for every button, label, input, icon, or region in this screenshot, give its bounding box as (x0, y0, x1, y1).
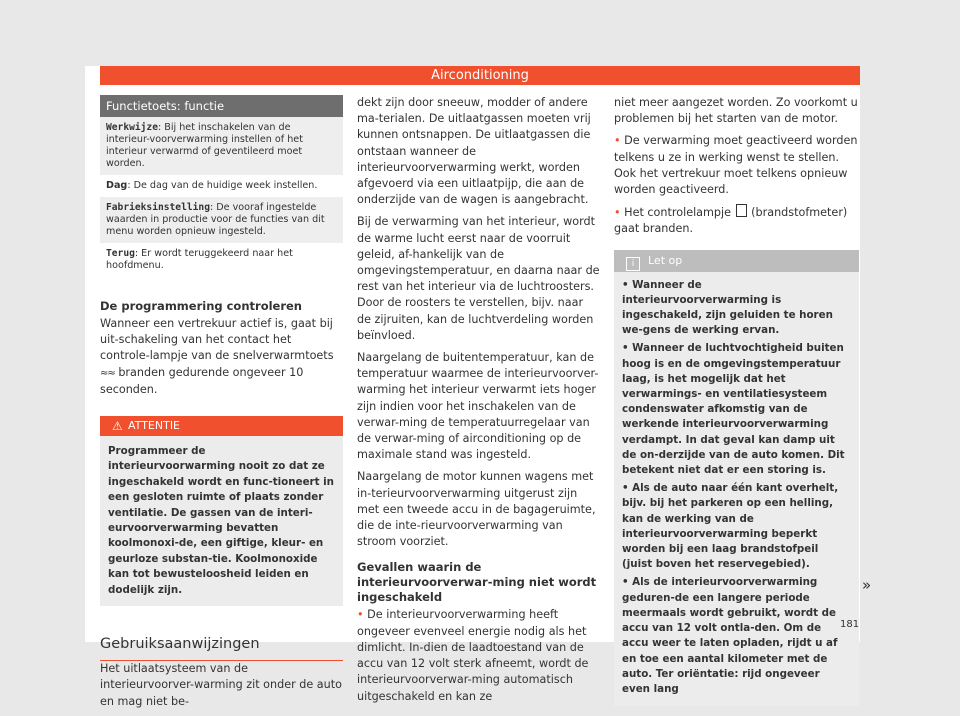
row-key: Terug (106, 248, 135, 259)
warning-box (100, 416, 343, 606)
row-text: : De dag van de huidige week instellen. (127, 180, 318, 191)
paragraph-text: branden gedurende ongeveer 10 seconden. (100, 365, 304, 396)
bullet-item (614, 133, 859, 198)
row-key: Dag (106, 180, 128, 191)
note-body (614, 272, 859, 706)
row-key: Fabrieksinstelling (106, 202, 210, 213)
paragraph-text: Wanneer een vertrekuur actief is, gaat bij uit-schakeling van het contact het controle-lampje van de snelverwarmtoets (100, 317, 334, 363)
row-text: : De vooraf ingestelde waarden in productie voor de functies van dit menu worden opnieuw ingesteld. (106, 202, 325, 237)
column-2 (357, 95, 600, 711)
section-title: Gebruiksaanwijzingen (100, 636, 343, 661)
note-label: Let op (648, 253, 683, 267)
bullet-icon: • (614, 134, 621, 148)
bullet-text: De interieurvoorverwarming heeft ongeveer evenveel energie nodig als het dimlicht. In-dien de laadtoestand van de accu van 12 volt sterk afneemt, wordt de interieurvoorverwar-ming automatisch uitgeschakeld en kan ze (357, 608, 589, 703)
warning-triangle-icon: ⚠ (112, 419, 123, 434)
note-header (614, 250, 859, 272)
paragraph (100, 316, 343, 398)
fuel-gauge-icon (736, 204, 747, 217)
paragraph: Naargelang de motor kunnen wagens met in-terieurvoorverwarming uitgerust zijn met een tweede accu in de bagageruimte, die de inte-rieurvoorverwarming van stroom voorziet. (357, 470, 596, 549)
heater-icon: ≈≈ (100, 367, 115, 379)
row-key: Werkwijze (106, 122, 158, 133)
note-item: • Als de auto naar één kant overhelt, bijv. bij het parkeren op een helling, kan de werking van de interieurvoorverwarming beperkt worden bij een laag brandstofpeil (juist boven het reservegebied). (622, 482, 839, 571)
note-item: • Als de interieurvoorverwarming geduren-de een langere periode meermaals wordt gebruikt, wordt de accu van 12 volt ontla-den. Om de accu weer te laten opladen, rijdt u af en toe een aantal kilometer met de auto. Ter oriëntatie: rijd ongeveer even lang (622, 576, 838, 695)
table-title: Functietoets: functie (100, 95, 343, 117)
chapter-header: Airconditioning (100, 66, 860, 85)
section-heading: Gevallen waarin de interieurvoorverwar-ming niet wordt ingeschakeld (357, 560, 597, 605)
bullet-text: Het controlelampje (624, 206, 732, 220)
bullet-icon: • (614, 206, 621, 220)
bullet-icon: • (357, 608, 364, 622)
paragraph: Naargelang de buitentemperatuur, kan de temperatuur waarmee de interieurvoorver-warming het interieur verwarmt iets hoger zijn indien voor het inschakelen van de verwar-ming de temperatuurregelaar van de verwar-ming of airconditioning op de maximale stand was ingesteld. (357, 351, 599, 462)
warning-label: ATTENTIE (128, 419, 181, 433)
note-box (614, 250, 859, 706)
table-row (100, 197, 343, 243)
section-heading: De programmering controleren (100, 299, 302, 313)
note-item-text: Als de interieurvoorverwarming geduren-de een langere periode meermaals wordt gebruikt, wordt de accu van 12 volt ontla-den. Om de accu weer te laten opladen, rijdt u af en toe een aantal kilometer met de auto. Ter oriëntatie: rijd ongeveer even lang (622, 576, 838, 695)
row-text: : Er wordt teruggekeerd naar het hoofdmenu. (106, 248, 293, 271)
table-row (100, 117, 343, 175)
column-1 (100, 95, 343, 716)
warning-header (100, 416, 343, 436)
note-item: • Wanneer de luchtvochtigheid buiten hoog is en de omgevingstemperatuur laag, is het mogelijk dat het verwarmings- en ventilatiesysteem condenswater afkomstig van de werkende interieurvoorverwarming verdampt. In dat geval kan damp uit de on-derzijde van de auto komen. Dit betekent niet dat er een storing is. (622, 342, 845, 477)
bullet-text: (brandstofmeter) gaat branden. (614, 206, 848, 236)
bullet-text: De verwarming moet geactiveerd worden telkens u ze in werking wenst te stellen. Ook het vertrekuur moet telkens opnieuw worden geactiveerd. (614, 134, 858, 197)
paragraph: Het uitlaatsysteem van de interieurvoorver-warming zit onder de auto en mag niet be- (100, 662, 342, 708)
note-item-text: Wanneer de interieurvoorverwarming is ingeschakeld, zijn geluiden te horen we-gens de werking ervan. (622, 278, 833, 337)
page-number: 181 (840, 619, 860, 630)
paragraph: dekt zijn door sneeuw, modder of andere ma-terialen. De uitlaatgassen moeten vrij kunnen ontsnappen. De uitlaatgassen die ontstaan wanneer de interieurvoorverwarming werkt, worden afgevoerd via een uitlaatpijp, die aan de onderzijde van de wagen is aangebracht. (357, 96, 591, 207)
table-row (100, 243, 343, 277)
paragraph: Bij de verwarming van het interieur, wordt de warme lucht eerst naar de voorruit geleid, af-hankelijk van de omgevingstemperatuur, en daarna naar de rest van het interieur via de luchtroosters. Door de roosters te verstellen, bijv. naar de zijruiten, kan de luchtverdeling worden beïnvloed. (357, 215, 600, 342)
warning-text: Programmeer de interieurvoorwarming nooit zo dat ze ingeschakeld wordt en func-tioneert in een gesloten ruimte of plaats zonder ventilatie. De gassen van de interi-eurvoorverwarming bevatten koolmonoxi-de, een giftige, kleur- en geurloze substan-tie. Koolmonoxide kan tot bewusteloosheid leiden en dodelijk zijn. (108, 445, 334, 596)
note-item: • Wanneer de interieurvoorverwarming is ingeschakeld, zijn geluiden te horen we-gens de werking ervan. (622, 278, 833, 337)
bullet-item (614, 204, 859, 237)
note-item-text: Als de auto naar één kant overhelt, bijv. bij het parkeren op een helling, kan de werking van de interieurvoorverwarming beperkt worden bij een laag brandstofpeil (juist boven het reservegebied). (622, 482, 839, 571)
continue-arrow: » (862, 576, 872, 594)
row-text: : Bij het inschakelen van de interieur-voorverwarming instellen of het interieur verwarmd of geventileerd moet worden. (106, 122, 303, 169)
info-icon: i (626, 257, 640, 271)
column-3 (614, 95, 859, 706)
bullet-item (357, 607, 600, 704)
note-item-text: Wanneer de luchtvochtigheid buiten hoog is en de omgevingstemperatuur laag, is het mogelijk dat het verwarmings- en ventilatiesysteem condenswater afkomstig van de werkende interieurvoorverwarming verdampt. In dat geval kan damp uit de on-derzijde van de auto komen. Dit betekent niet dat er een storing is. (622, 342, 845, 477)
table-row (100, 175, 343, 197)
paragraph: niet meer aangezet worden. Zo voorkomt u problemen bij het starten van de motor. (614, 96, 858, 126)
